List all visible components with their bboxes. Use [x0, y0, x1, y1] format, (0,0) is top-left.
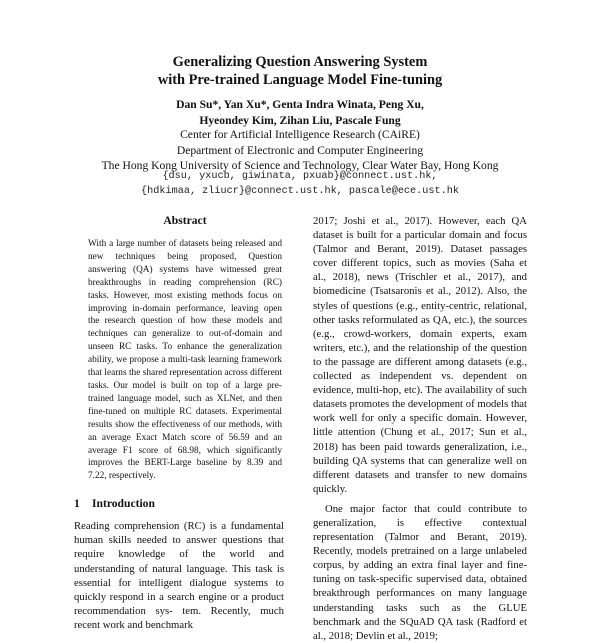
affiliation-line-2: Department of Electronic and Computer Engineering — [176, 143, 424, 157]
left-column — [74, 214, 284, 632]
right-paragraph-2: One major factor that could contribute to generalization, is effective contextual representation (Talmor and Berant, 2019). Recently, models pretrained on a large unlabeled corpus, by adding an extra final layer and fine-tuning on task-specific supervised data, obtained breakthrough performances on many language understanding tasks such as the GLUE benchmark and the SQuAD QA task (Radford et al., 2018; Devlin et al., 2019; — [313, 502, 527, 642]
introduction-text: Reading comprehension (RC) is a fundamental human skills needed to answer questions that require knowledge of the world and understanding of natural language. This task is essential for intelligent dialogue systems to quickly respond in a search engine or a product recommendation sys- tem. Recently, much recent work and benchmark — [74, 520, 284, 631]
affiliation-line-3: The Hong Kong University of Science and Technology, Clear Water Bay, Hong Kong — [101, 159, 499, 172]
abstract-text: With a large number of datasets being released and new techniques being proposed, Question answering (QA) systems have witnessed great breakthroughs in reading comprehension (RC) tasks. However, most existing methods focus on improving in-domain performance, leaving open the research question of how these models and techniques can generalize to out-of-domain and unseen RC tasks. To enhance the generalization ability, we propose a multi-task learning framework that learns the shared representation across different tasks. Our model is built on top of a large pre-trained language model, such as XLNet, and then fine-tuned on multiple RC datasets. Experimental results show the effectiveness of our methods, with an average Exact Match score of 56.59 and an average F1 score of 68.98, which significantly improves the BERT-Large baseline by 8.39 and 7.22, respectively. — [88, 239, 282, 482]
title-line-2: with Pre-trained Language Model Fine-tuning — [157, 72, 443, 88]
title-line-1: Generalizing Question Answering System — [172, 54, 428, 70]
authors-line-1: Dan Su*, Yan Xu*, Genta Indra Winata, Peng Xu, — [176, 98, 424, 111]
section-title: Introduction — [92, 497, 155, 511]
section-heading-introduction — [74, 497, 284, 511]
authors-line-2: Hyeondey Kim, Zihan Liu, Pascale Fung — [199, 113, 401, 127]
right-paragraph-1: 2017; Joshi et al., 2017). However, each QA dataset is built for a particular domain and focus (Talmor and Berant, 2019). Dataset passages cover different topics, such as movies (Saha et al., 2018), news (Trischler et al., 2017), and biomedicine (Tsatsaronis et al., 2012). Also, the styles of questions (e.g., entity-centric, relational, other tasks reformulated as QA, etc.), the sources (e.g., crowd-workers, domain experts, exam writers, etc.), and the relationship of the question to the passage are different among datasets (e.g., collected as independent vs. dependent on evidence, multi-hop, etc). The availability of such datasets promotes the development of models that work well for only a specific domain. However, little attention (Chung et al., 2017; Sun et al., 2018) has been paid towards generalization, i.e., building QA systems that can generalize well on different datasets and transfer to new domains quickly. — [313, 215, 527, 495]
affiliation — [0, 127, 600, 174]
section-number: 1 — [74, 497, 80, 511]
email-line-2: {hdkimaa, zliucr}@connect.ust.hk, pascale@ece.ust.hk — [141, 186, 459, 197]
author-list — [0, 97, 600, 128]
right-column — [313, 214, 527, 643]
email-line-1: {dsu, yxucb, giwinata, pxuab}@connect.ust.hk, — [162, 171, 438, 182]
author-emails — [0, 169, 600, 199]
affiliation-line-1: Center for Artificial Intelligence Research (CAiRE) — [180, 128, 420, 141]
abstract-heading: Abstract — [163, 214, 207, 227]
paper-title — [0, 53, 600, 89]
